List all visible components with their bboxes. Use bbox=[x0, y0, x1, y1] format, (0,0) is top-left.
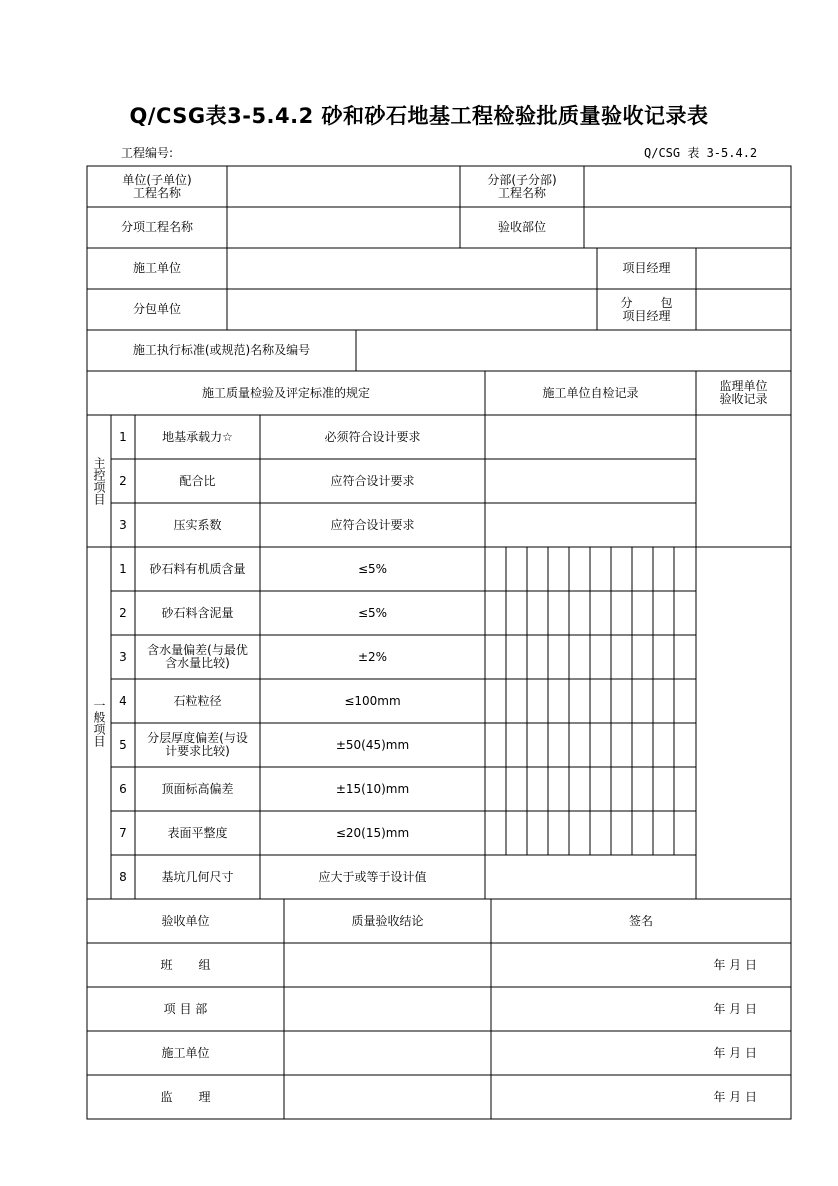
gen-row-2-no: 2 bbox=[119, 605, 127, 620]
sub-manager-char2: 包 bbox=[660, 295, 673, 310]
project-manager-label: 项目经理 bbox=[622, 261, 671, 275]
accept-row-project-date[interactable]: 年 月 日 bbox=[713, 1001, 757, 1016]
accept-team-char2: 组 bbox=[198, 957, 211, 972]
general-items-label bbox=[87, 547, 111, 899]
gen-row-5-name bbox=[135, 723, 260, 767]
form-code: Q/CSG 表 3-5.4.2 bbox=[644, 146, 758, 160]
general-items-text: 一般项目 bbox=[92, 699, 106, 747]
supervise-line1: 监理单位 bbox=[719, 379, 768, 393]
accept-row-construct-conclusion[interactable] bbox=[284, 1031, 491, 1075]
main-row-3-name: 压实系数 bbox=[173, 517, 222, 532]
main-row-3-req: 应符合设计要求 bbox=[330, 517, 415, 532]
accept-row-project-dept: 项 目 部 bbox=[163, 1001, 208, 1016]
accept-part-value[interactable] bbox=[584, 207, 791, 248]
main-items-text: 主控项目 bbox=[92, 457, 106, 505]
gen-row-6-req: ±15(10)mm bbox=[335, 781, 410, 796]
construct-unit-value[interactable] bbox=[227, 248, 597, 289]
supervise-header bbox=[696, 371, 791, 415]
item-name-value[interactable] bbox=[227, 207, 460, 248]
gen-row-7-no: 7 bbox=[119, 825, 127, 840]
accept-supervisor-char1: 监 bbox=[160, 1089, 173, 1104]
accept-row-supervisor-conclusion[interactable] bbox=[284, 1075, 491, 1119]
spec-header: 施工质量检验及评定标准的规定 bbox=[201, 385, 370, 400]
accept-sign-header: 签名 bbox=[628, 913, 653, 928]
sub-name-value[interactable] bbox=[584, 166, 791, 207]
main-row-2-no: 2 bbox=[119, 473, 127, 488]
gen-row-6-name: 顶面标高偏差 bbox=[161, 781, 234, 796]
gen-row-5-no: 5 bbox=[119, 737, 127, 752]
gen-row-2-name: 砂石料含泥量 bbox=[161, 605, 234, 620]
accept-supervisor-char2: 理 bbox=[198, 1089, 211, 1104]
standard-label: 施工执行标准(或规范)名称及编号 bbox=[132, 343, 311, 357]
gen-row-6-no: 6 bbox=[119, 781, 127, 796]
main-row-1-no: 1 bbox=[119, 429, 127, 444]
main-items-label bbox=[87, 415, 111, 547]
main-row-2-name: 配合比 bbox=[179, 473, 216, 488]
unit-name-label bbox=[87, 166, 227, 207]
item-name-label: 分项工程名称 bbox=[120, 220, 193, 234]
self-check-header: 施工单位自检记录 bbox=[542, 385, 639, 400]
gen-row-3-name bbox=[135, 635, 260, 679]
accept-row-supervisor-date[interactable]: 年 月 日 bbox=[713, 1089, 757, 1104]
accept-row-project-conclusion[interactable] bbox=[284, 987, 491, 1031]
accept-row-construct-unit: 施工单位 bbox=[161, 1045, 210, 1060]
gen-row-3-name-line1: 含水量偏差(与最优 bbox=[147, 643, 248, 657]
gen-row-1-name: 砂石料有机质含量 bbox=[149, 561, 246, 576]
main-row-1-name: 地基承载力☆ bbox=[162, 429, 233, 444]
project-manager-value[interactable] bbox=[696, 248, 791, 289]
sub-manager-line2: 项目经理 bbox=[622, 308, 671, 323]
gen-row-8-req: 应大于或等于设计值 bbox=[318, 869, 427, 884]
construct-unit-label: 施工单位 bbox=[132, 261, 181, 275]
sub-manager-label bbox=[597, 289, 696, 330]
gen-row-2-req: ≤5% bbox=[357, 605, 388, 620]
sub-unit-label: 分包单位 bbox=[132, 302, 181, 316]
project-no-label: 工程编号: bbox=[121, 146, 174, 160]
accept-team-char1: 班 bbox=[160, 957, 173, 972]
gen-row-3-name-line2: 含水量比较) bbox=[165, 656, 230, 670]
gen-row-5-name-line2: 计要求比较) bbox=[165, 744, 230, 758]
accept-row-construct-date[interactable]: 年 月 日 bbox=[713, 1045, 757, 1060]
sub-manager-char1: 分 bbox=[620, 295, 633, 310]
unit-name-value[interactable] bbox=[227, 166, 460, 207]
standard-value[interactable] bbox=[356, 330, 791, 371]
supervise-line2: 验收记录 bbox=[719, 392, 768, 406]
sub-manager-value[interactable] bbox=[696, 289, 791, 330]
gen-row-1-req: ≤5% bbox=[357, 561, 388, 576]
accept-row-team-date[interactable]: 年 月 日 bbox=[713, 957, 757, 972]
gen-row-3-req: ±2% bbox=[357, 649, 388, 664]
accept-row-team-conclusion[interactable] bbox=[284, 943, 491, 987]
page-title: Q/CSG表3-5.4.2 砂和砂石地基工程检验批质量验收记录表 bbox=[129, 104, 709, 128]
unit-name-line1: 单位(子单位) bbox=[122, 172, 192, 187]
accept-row-team bbox=[87, 943, 284, 987]
gen-row-4-no: 4 bbox=[119, 693, 127, 708]
gen-row-4-name: 石粒粒径 bbox=[173, 693, 222, 708]
accept-conclusion-header: 质量验收结论 bbox=[351, 913, 424, 928]
sub-unit-value[interactable] bbox=[227, 289, 597, 330]
gen-row-4-req: ≤100mm bbox=[344, 693, 401, 708]
accept-row-supervisor bbox=[87, 1075, 284, 1119]
sub-name-label bbox=[460, 166, 584, 207]
gen-row-7-name: 表面平整度 bbox=[167, 825, 228, 840]
accept-unit-header: 验收单位 bbox=[161, 913, 210, 928]
gen-row-5-req: ±50(45)mm bbox=[335, 737, 410, 752]
gen-row-7-req: ≤20(15)mm bbox=[335, 825, 410, 840]
main-row-1-req: 必须符合设计要求 bbox=[324, 429, 421, 444]
gen-row-1-no: 1 bbox=[119, 561, 127, 576]
unit-name-line2: 工程名称 bbox=[132, 185, 181, 200]
main-row-2-req: 应符合设计要求 bbox=[330, 473, 415, 488]
sub-name-line1: 分部(子分部) bbox=[487, 172, 557, 187]
gen-row-8-name: 基坑几何尺寸 bbox=[161, 869, 234, 884]
gen-row-8-no: 8 bbox=[119, 869, 127, 884]
main-row-3-no: 3 bbox=[119, 517, 127, 532]
sub-name-line2: 工程名称 bbox=[497, 185, 546, 200]
gen-row-5-name-line1: 分层厚度偏差(与设 bbox=[147, 731, 248, 745]
gen-row-3-no: 3 bbox=[119, 649, 127, 664]
accept-part-label: 验收部位 bbox=[497, 220, 546, 234]
